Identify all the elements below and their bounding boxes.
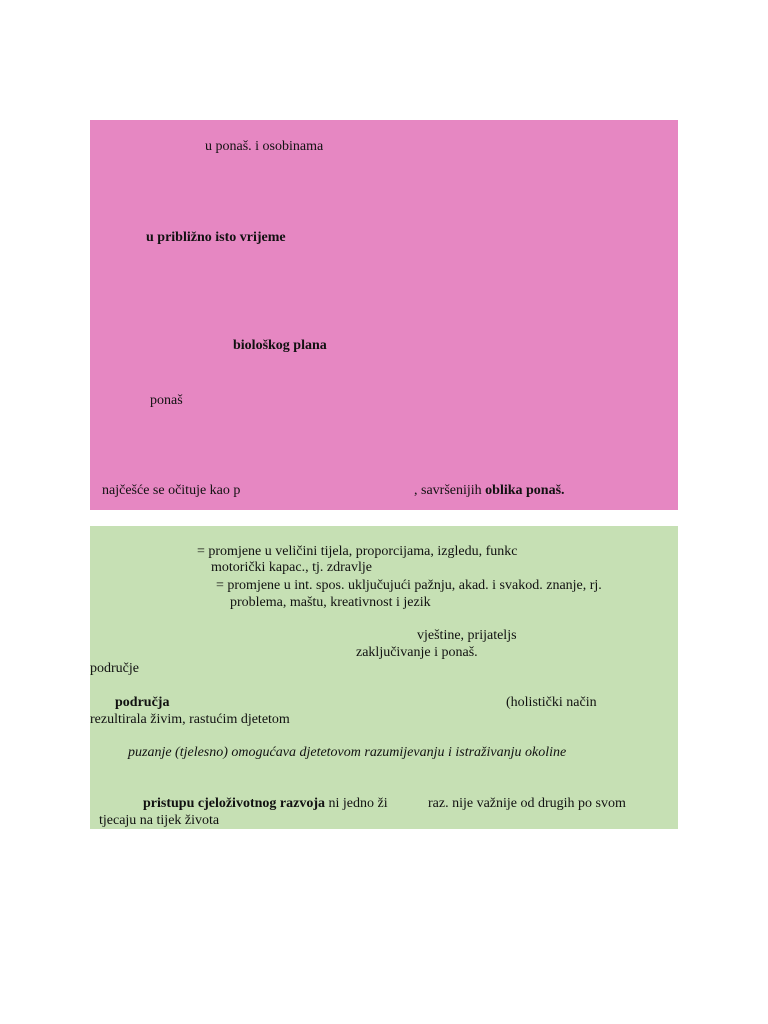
pink-line-5b: , savršenijih: [414, 483, 486, 498]
green-line-7: područje: [90, 661, 139, 676]
green-line-10: rezultirala živim, rastućim djetetom: [90, 712, 290, 727]
pink-line-1: u ponaš. i osobinama: [205, 139, 324, 154]
green-line-11: puzanje (tjelesno) omogućava djetetovom razumijevanju i istraživanju okoline: [128, 745, 567, 760]
pink-line-5: [414, 483, 565, 499]
green-line-12b: ni jedno ži: [324, 796, 388, 811]
pink-line-2: u približno isto vrijeme: [146, 230, 286, 245]
pink-line-3: biološkog plana: [233, 338, 327, 353]
pink-line-5a: najčešće se očituje kao p: [102, 483, 241, 498]
green-line-2: motorički kapac., tj. zdravlje: [211, 560, 372, 575]
green-line-9: (holistički način: [506, 695, 597, 710]
pink-highlight-box: [90, 120, 678, 510]
green-line-1: = promjene u veličini tijela, proporcijama, izgledu, funkc: [197, 544, 518, 559]
green-highlight-box: [90, 526, 678, 829]
pink-line-4: ponaš: [150, 393, 183, 408]
green-line-3: = promjene u int. spos. uključujući pažnju, akad. i svakod. znanje, rj.: [216, 578, 602, 593]
green-line-5: vještine, prijateljs: [417, 628, 517, 643]
green-line-12c: raz. nije važnije od drugih po svom: [428, 796, 626, 811]
green-line-13: tjecaju na tijek života: [99, 813, 220, 828]
green-line-4: problema, maštu, kreativnost i jezik: [230, 595, 431, 610]
green-line-6: zaključivanje i ponaš.: [356, 645, 478, 660]
green-line-12a: pristupu cjeloživotnog razvoja: [143, 796, 325, 811]
pink-line-5c: oblika ponaš.: [485, 483, 565, 498]
green-line-12: [143, 796, 388, 812]
green-line-8: područja: [115, 695, 170, 710]
